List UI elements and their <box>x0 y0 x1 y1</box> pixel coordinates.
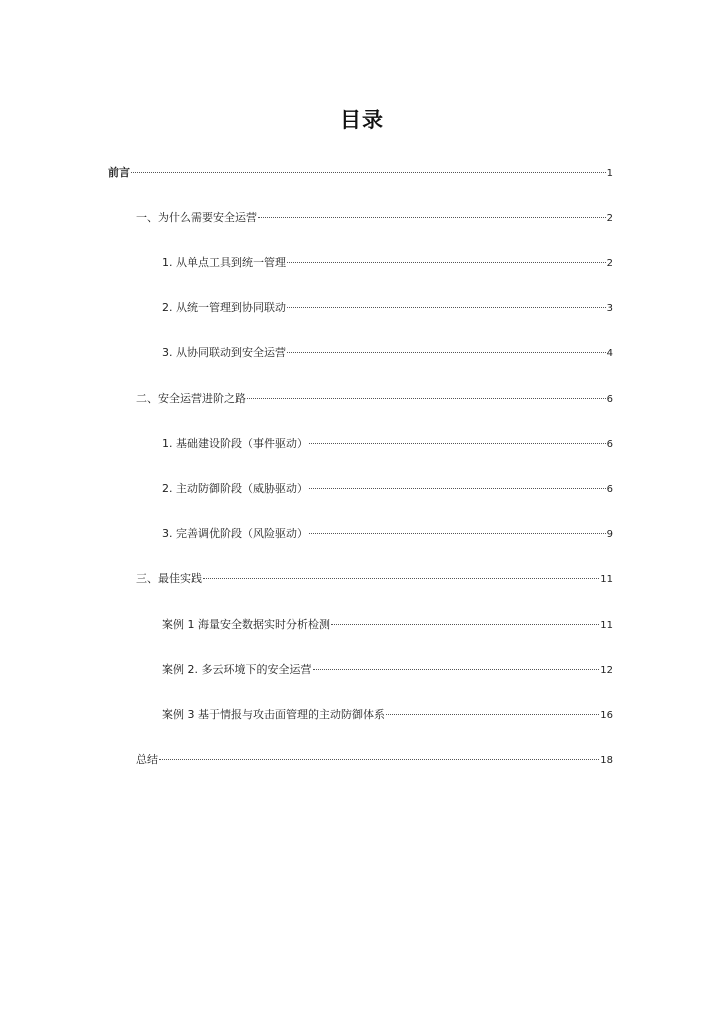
toc-entry[interactable] <box>136 753 613 767</box>
toc-entry-label: 1. 从单点工具到统一管理 <box>162 256 286 269</box>
toc-entry[interactable] <box>162 437 613 451</box>
toc-entry-label: 二、安全运营进阶之路 <box>136 392 246 405</box>
toc-entry-page: 9 <box>606 529 613 540</box>
toc-entry-page: 2 <box>606 258 613 269</box>
toc-entry-label: 三、最佳实践 <box>136 572 202 585</box>
toc-entry-page: 6 <box>606 484 613 495</box>
toc-entry-page: 6 <box>606 439 613 450</box>
dot-leader <box>386 714 599 715</box>
dot-leader <box>203 578 599 579</box>
toc-entry-label: 2. 主动防御阶段（威胁驱动） <box>162 482 308 495</box>
toc-entry[interactable] <box>162 301 613 315</box>
dot-leader <box>309 533 606 534</box>
toc-entry[interactable] <box>162 346 613 360</box>
toc-entry-page: 18 <box>600 755 613 766</box>
dot-leader <box>247 398 606 399</box>
toc-entry-label: 2. 从统一管理到协同联动 <box>162 301 286 314</box>
toc-entry-label: 总结 <box>136 753 158 766</box>
toc-entry[interactable] <box>162 527 613 541</box>
toc-entry-page: 11 <box>600 574 613 585</box>
toc-entry[interactable] <box>136 211 613 225</box>
dot-leader <box>131 172 606 173</box>
dot-leader <box>258 217 606 218</box>
toc-entry-page: 4 <box>606 348 613 359</box>
dot-leader <box>287 262 606 263</box>
toc-entry-label: 案例 1 海量安全数据实时分析检测 <box>162 618 330 631</box>
dot-leader <box>309 488 606 489</box>
toc-entry-label: 一、为什么需要安全运营 <box>136 211 257 224</box>
dot-leader <box>287 352 606 353</box>
toc-entry-label: 3. 从协同联动到安全运营 <box>162 346 286 359</box>
toc-entry-page: 16 <box>600 710 613 721</box>
dot-leader <box>331 624 599 625</box>
toc-entry[interactable] <box>162 256 613 270</box>
dot-leader <box>309 443 606 444</box>
toc-entry-label: 案例 2. 多云环境下的安全运营 <box>162 663 312 676</box>
toc-entry-page: 12 <box>600 665 613 676</box>
dot-leader <box>287 307 606 308</box>
toc-entry-label: 前言 <box>108 166 130 179</box>
toc-entry-page: 11 <box>600 620 613 631</box>
toc-entry[interactable] <box>162 482 613 496</box>
toc-entry[interactable] <box>136 392 613 406</box>
toc-entry-page: 3 <box>606 303 613 314</box>
toc-entry[interactable] <box>162 663 613 677</box>
toc-entry-label: 3. 完善调优阶段（风险驱动） <box>162 527 308 540</box>
toc-entry[interactable] <box>162 618 613 632</box>
toc-entry[interactable] <box>136 572 613 586</box>
toc-entry[interactable] <box>162 708 613 722</box>
toc-title: 目录 <box>340 108 384 132</box>
toc-entry-page: 6 <box>606 394 613 405</box>
toc-entry-label: 1. 基础建设阶段（事件驱动） <box>162 437 308 450</box>
toc-entry-label: 案例 3 基于情报与攻击面管理的主动防御体系 <box>162 708 385 721</box>
dot-leader <box>159 759 599 760</box>
toc-entry-page: 2 <box>606 213 613 224</box>
toc-entry[interactable] <box>108 166 613 180</box>
dot-leader <box>313 669 600 670</box>
toc-entry-page: 1 <box>606 168 613 179</box>
